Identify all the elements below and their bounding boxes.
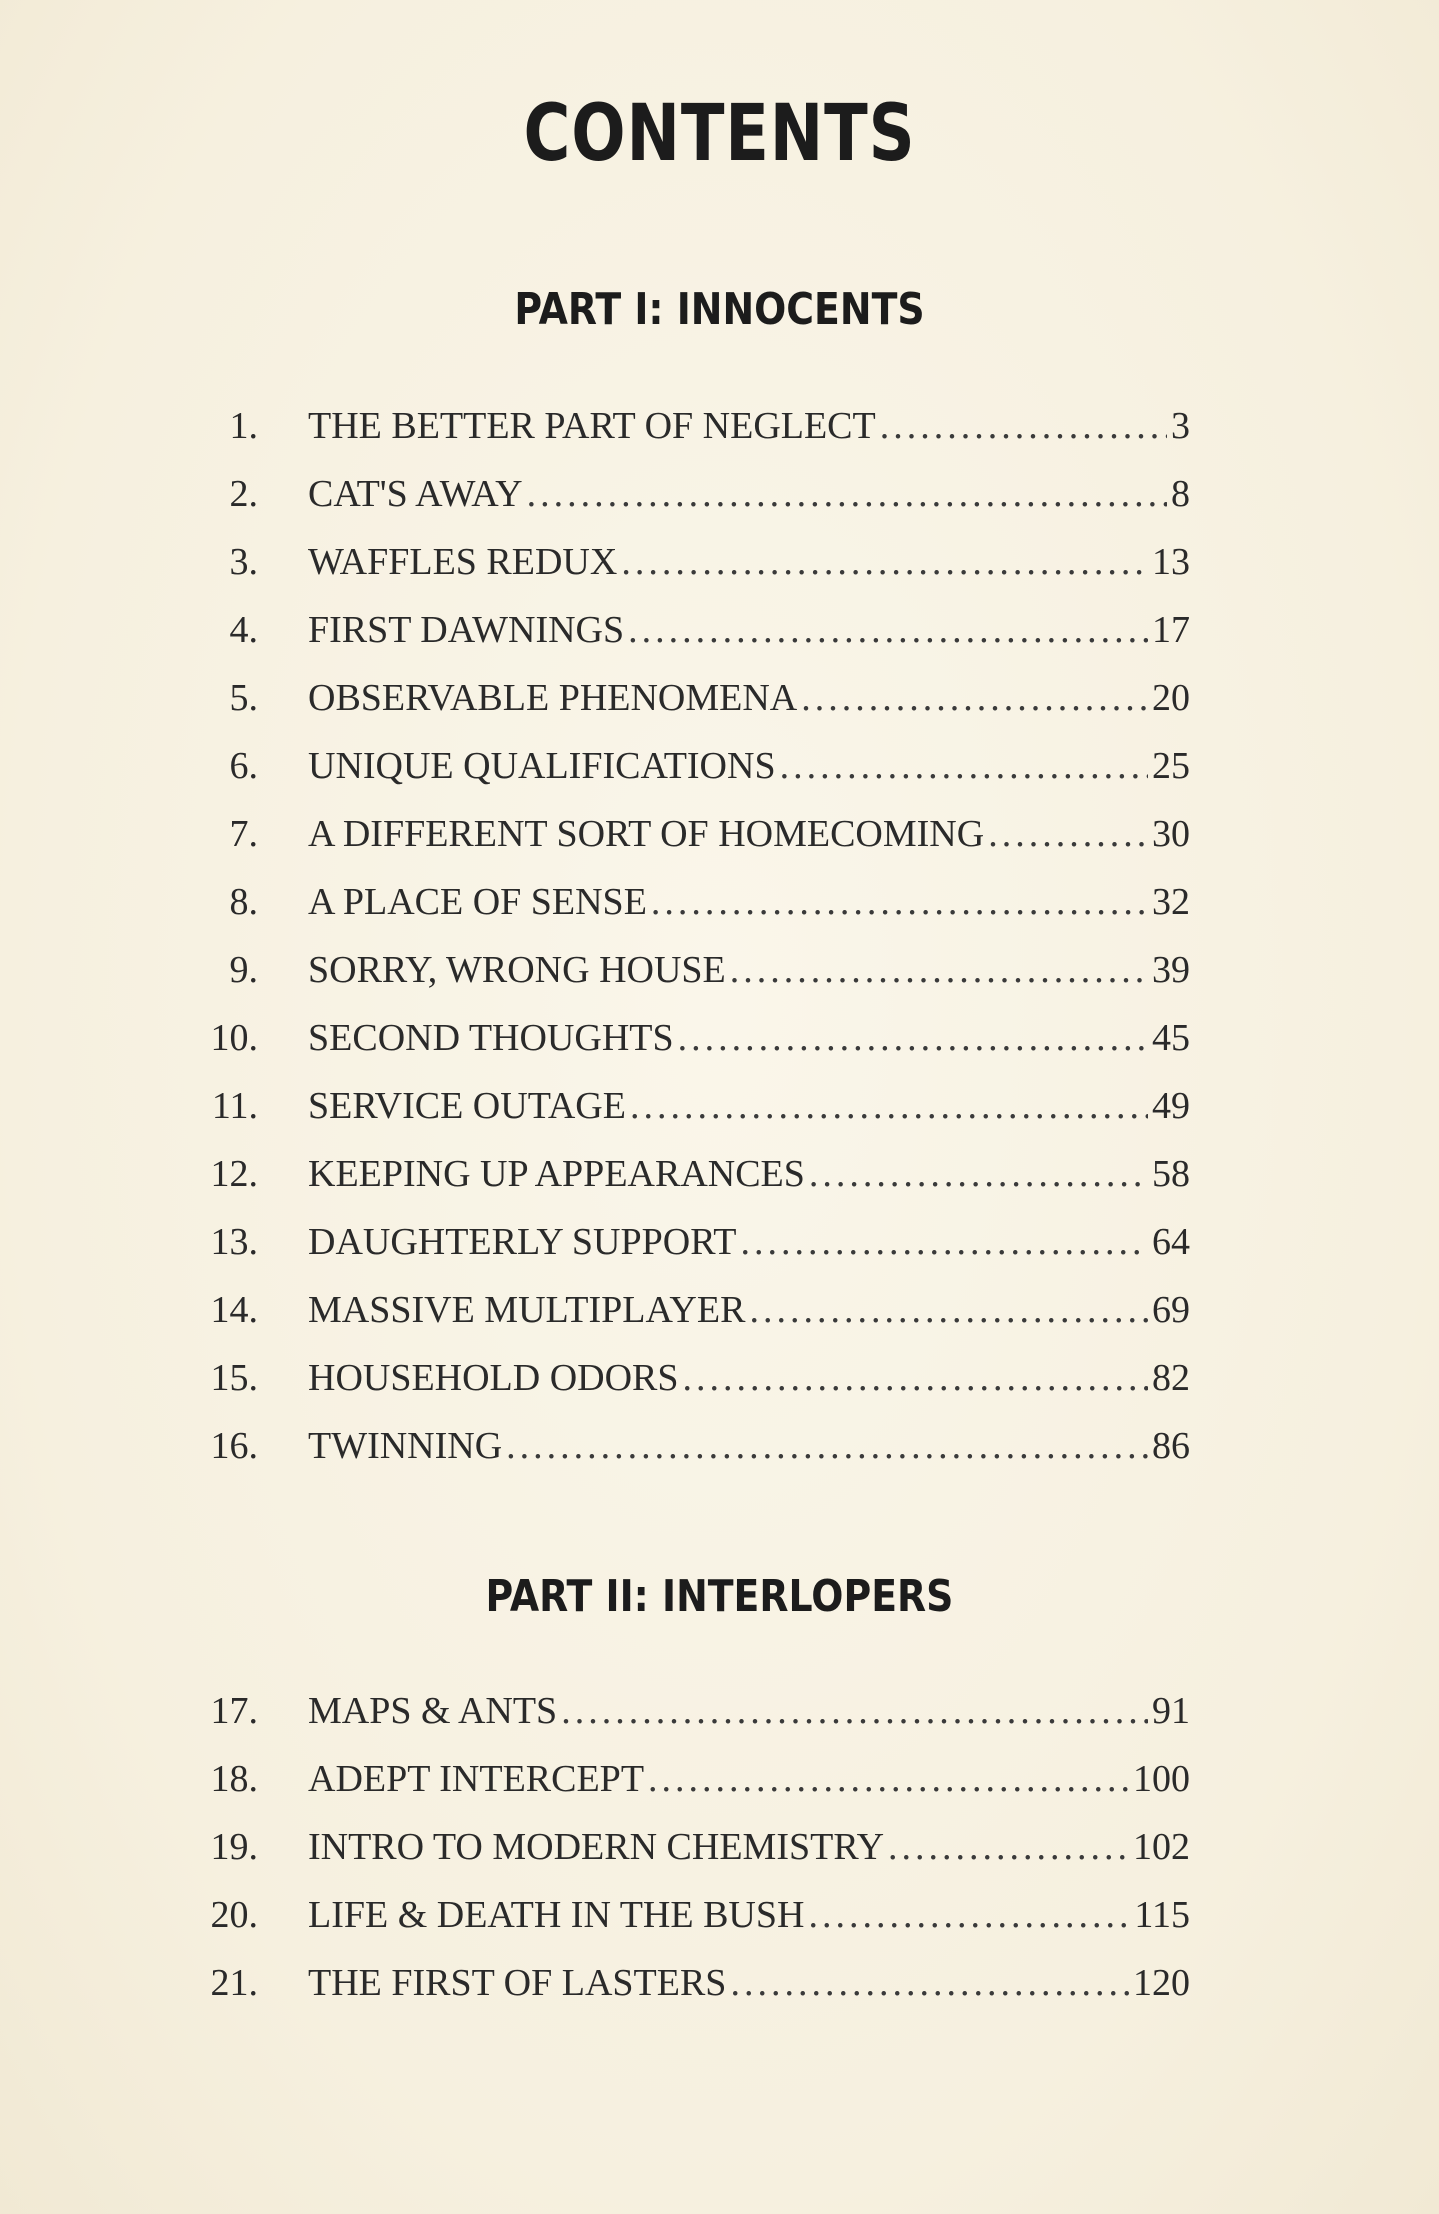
page-number: 20 <box>1152 677 1190 719</box>
chapter-number: 17. <box>210 1690 258 1732</box>
dot-leader <box>780 732 1148 800</box>
dot-leader <box>880 392 1167 460</box>
chapter-number: 16. <box>210 1425 258 1467</box>
dot-leader <box>730 936 1148 1004</box>
toc-entry <box>150 1745 1190 1813</box>
toc-entry <box>150 800 1190 868</box>
toc-entry <box>150 1677 1190 1745</box>
chapter-number: 1. <box>229 405 258 447</box>
toc-entry <box>150 732 1190 800</box>
page-number: 115 <box>1134 1894 1190 1936</box>
page-number: 32 <box>1152 881 1190 923</box>
toc-entry <box>150 1072 1190 1140</box>
page-number: 13 <box>1152 541 1190 583</box>
dot-leader <box>527 460 1167 528</box>
chapter-number: 18. <box>210 1758 258 1800</box>
chapter-number: 9. <box>229 949 258 991</box>
chapter-number: 3. <box>229 541 258 583</box>
page-number: 64 <box>1152 1221 1190 1263</box>
chapter-number: 10. <box>210 1017 258 1059</box>
chapter-title: CAT'S AWAY <box>308 473 523 515</box>
dot-leader <box>628 596 1148 664</box>
chapter-title: ADEPT INTERCEPT <box>308 1758 645 1800</box>
chapter-number: 8. <box>229 881 258 923</box>
dot-leader <box>683 1344 1148 1412</box>
chapter-title: FIRST DAWNINGS <box>308 609 625 651</box>
page-number: 8 <box>1171 473 1190 515</box>
dot-leader <box>678 1004 1148 1072</box>
dot-leader <box>809 1140 1148 1208</box>
toc-entry <box>150 596 1190 664</box>
dot-leader <box>506 1412 1148 1480</box>
chapter-list-part-2 <box>150 1677 1190 2017</box>
chapter-number: 15. <box>210 1357 258 1399</box>
page-number: 49 <box>1152 1085 1190 1127</box>
dot-leader <box>988 800 1148 868</box>
page-number: 102 <box>1133 1826 1190 1868</box>
chapter-number: 5. <box>229 677 258 719</box>
chapter-number: 20. <box>210 1894 258 1936</box>
page-number: 58 <box>1152 1153 1190 1195</box>
toc-entry <box>150 1344 1190 1412</box>
part-heading-1: PART I: INNOCENTS <box>514 284 925 335</box>
chapter-title: A DIFFERENT SORT OF HOMECOMING <box>308 813 985 855</box>
chapter-title: HOUSEHOLD ODORS <box>308 1357 679 1399</box>
chapter-number: 12. <box>210 1153 258 1195</box>
toc-entry <box>150 1276 1190 1344</box>
chapter-title: A PLACE OF SENSE <box>308 881 647 923</box>
page-number: 45 <box>1152 1017 1190 1059</box>
page-number: 25 <box>1152 745 1190 787</box>
toc-entry <box>150 1208 1190 1276</box>
dot-leader <box>621 528 1148 596</box>
page-number: 120 <box>1133 1962 1190 2004</box>
page-number: 17 <box>1152 609 1190 651</box>
toc-entry <box>150 1813 1190 1881</box>
page-number: 100 <box>1133 1758 1190 1800</box>
chapter-title: KEEPING UP APPEARANCES <box>308 1153 805 1195</box>
chapter-title: WAFFLES REDUX <box>308 541 618 583</box>
toc-entry <box>150 528 1190 596</box>
toc-entry <box>150 1949 1190 2017</box>
dot-leader <box>888 1813 1129 1881</box>
dot-leader <box>801 664 1148 732</box>
chapter-title: SERVICE OUTAGE <box>308 1085 626 1127</box>
page-number: 86 <box>1152 1425 1190 1467</box>
chapter-title: INTRO TO MODERN CHEMISTRY <box>308 1826 885 1868</box>
chapter-number: 13. <box>210 1221 258 1263</box>
chapter-number: 19. <box>210 1826 258 1868</box>
dot-leader <box>730 1949 1129 2017</box>
toc-entry <box>150 1140 1190 1208</box>
dot-leader <box>740 1208 1148 1276</box>
chapter-title: OBSERVABLE PHENOMENA <box>308 677 798 719</box>
chapter-number: 14. <box>210 1289 258 1331</box>
chapter-number: 11. <box>211 1085 258 1127</box>
chapter-number: 6. <box>229 745 258 787</box>
dot-leader <box>561 1677 1148 1745</box>
toc-entry <box>150 460 1190 528</box>
chapter-number: 21. <box>210 1962 258 2004</box>
dot-leader <box>648 1745 1129 1813</box>
toc-entry <box>150 392 1190 460</box>
chapter-list-part-1 <box>150 392 1190 1480</box>
page-number: 39 <box>1152 949 1190 991</box>
chapter-title: SORRY, WRONG HOUSE <box>308 949 726 991</box>
toc-entry <box>150 1881 1190 1949</box>
page-number: 91 <box>1152 1690 1190 1732</box>
toc-entry <box>150 1412 1190 1480</box>
chapter-title: SECOND THOUGHTS <box>308 1017 674 1059</box>
dot-leader <box>651 868 1148 936</box>
chapter-number: 4. <box>229 609 258 651</box>
toc-entry <box>150 936 1190 1004</box>
toc-entry <box>150 1004 1190 1072</box>
page-number: 3 <box>1171 405 1190 447</box>
page-number: 69 <box>1152 1289 1190 1331</box>
part-heading-2: PART II: INTERLOPERS <box>485 1571 954 1622</box>
chapter-title: LIFE & DEATH IN THE BUSH <box>308 1894 805 1936</box>
toc-entry <box>150 868 1190 936</box>
dot-leader <box>808 1881 1130 1949</box>
chapter-title: THE FIRST OF LASTERS <box>308 1962 727 2004</box>
dot-leader <box>749 1276 1148 1344</box>
page-number: 30 <box>1152 813 1190 855</box>
page-number: 82 <box>1152 1357 1190 1399</box>
chapter-title: TWINNING <box>308 1425 503 1467</box>
toc-entry <box>150 664 1190 732</box>
dot-leader <box>630 1072 1148 1140</box>
chapter-title: THE BETTER PART OF NEGLECT <box>308 405 876 447</box>
chapter-title: DAUGHTERLY SUPPORT <box>308 1221 737 1263</box>
chapter-title: UNIQUE QUALIFICATIONS <box>308 745 776 787</box>
chapter-number: 7. <box>229 813 258 855</box>
chapter-title: MASSIVE MULTIPLAYER <box>308 1289 746 1331</box>
page-title: CONTENTS <box>523 89 916 179</box>
chapter-title: MAPS & ANTS <box>308 1690 558 1732</box>
chapter-number: 2. <box>229 473 258 515</box>
